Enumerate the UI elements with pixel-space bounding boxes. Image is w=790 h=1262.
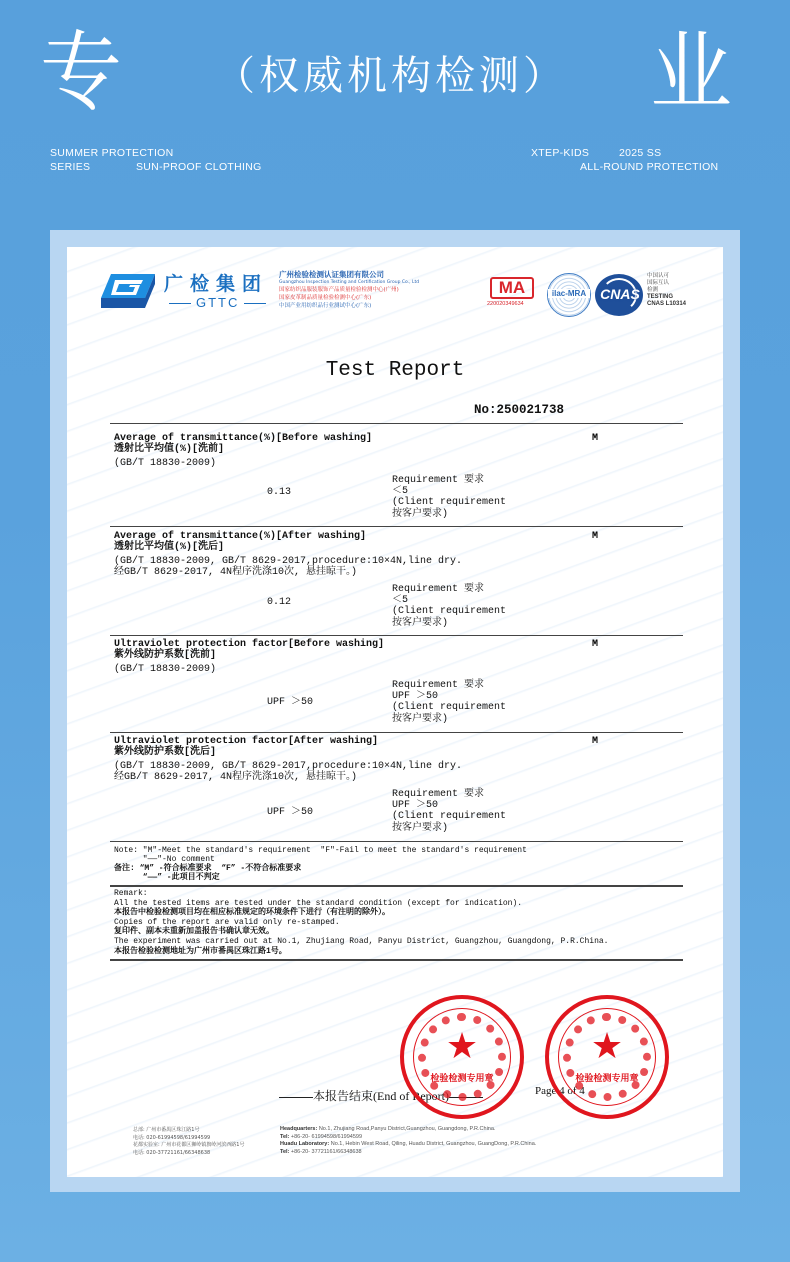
- footer-cn-line-4: 电话: 020-37721161/66348638: [133, 1149, 211, 1156]
- seal-text: 检验检测专用章: [430, 1074, 494, 1084]
- org-line-3: 中国产业用纺织品行业测试中心(广东): [279, 303, 372, 309]
- item-name-cn: 紫外线防护系数[洗后]: [114, 747, 217, 758]
- hero-title: （权威机构检测）: [215, 53, 567, 99]
- official-seal-2: [545, 995, 669, 1119]
- logo-gttc-text: GTTC: [196, 295, 240, 310]
- ilac-label: ilac-MRA: [548, 289, 590, 298]
- org-name-en: Guangzhou Inspection Testing and Certification Group Co., Ltd: [279, 280, 420, 285]
- item-verdict: M: [592, 433, 599, 444]
- tag-summer-protection: SUMMER PROTECTION: [50, 147, 174, 159]
- ilac-mra-logo-icon: [547, 273, 591, 317]
- tag-sun-proof: SUN-PROOF CLOTHING: [136, 161, 262, 173]
- divider: [110, 635, 683, 636]
- testing-cn-2: 国际互认: [647, 280, 670, 286]
- footer-cn-line-1: 总部: 广州市番禺区珠江路1号: [133, 1127, 200, 1133]
- remark-line-1: All the tested items are tested under the standard condition (except for indication).: [114, 898, 523, 908]
- item-standard-1: (GB/T 18830-2009, GB/T 8629-2017,procedure:10×4N,line dry.: [114, 556, 463, 567]
- tag-all-round: ALL-ROUND PROTECTION: [580, 161, 719, 173]
- org-line-1: 国家纺织品服装服饰产品质量检验检测中心(广州): [279, 287, 399, 293]
- remark-line-4: 复印件、副本未重新加盖报告书确认章无效。: [114, 927, 274, 937]
- item-name-en: Average of transmittance(%)[Before washing]: [114, 433, 373, 444]
- item-result: UPF ＞50: [267, 807, 314, 818]
- test-item-2: [114, 531, 684, 578]
- testing-en-2: CNAS L10314: [647, 301, 687, 307]
- hero-right-char: 业: [650, 22, 733, 123]
- item-name-en: Ultraviolet protection factor[After washing]: [114, 736, 379, 747]
- remark-line-2: 本报告中检验检测项目均在相应标准规定的环境条件下进行（有注明的除外）。: [114, 908, 390, 918]
- item-requirement: Requirement 要求 UPF ＞50 (Client requirement 按客户要求): [392, 680, 507, 725]
- footer-cn-line-3: 花都实验室: 广州市花都区狮岭镇旗岭河滨西路1号: [133, 1142, 245, 1148]
- testing-accreditation: [647, 273, 686, 308]
- item-standard: (GB/T 18830-2009): [114, 458, 217, 469]
- tag-brand: XTEP-KIDS: [531, 147, 590, 159]
- item-requirement: Requirement 要求 ＜5 (Client requirement 按客户要求): [392, 475, 507, 520]
- cma-number: 220020349634: [487, 301, 524, 307]
- tag-season: 2025 SS: [619, 147, 662, 159]
- footer-cn: [133, 1127, 244, 1157]
- item-result: 0.12: [267, 597, 292, 608]
- logo-chinese-name: 广检集团: [164, 273, 269, 295]
- star-icon: ★: [590, 1026, 624, 1067]
- cnas-logo-icon: [595, 274, 643, 316]
- cma-mark: [487, 277, 537, 313]
- test-item-3: [114, 639, 684, 675]
- item-verdict: M: [592, 736, 599, 747]
- item-result: 0.13: [267, 487, 292, 498]
- organization-block: [279, 269, 420, 310]
- divider: [110, 885, 683, 887]
- remark-line-6: 本报告检验检测地址为广州市番禺区珠江路1号。: [114, 946, 287, 956]
- tag-series: SERIES: [50, 161, 91, 173]
- hero-left-char: 专: [40, 22, 123, 123]
- footer-en-line-2: Tel: +86-20- 61994598/61994599: [280, 1133, 363, 1140]
- logo-english-name: [164, 295, 271, 310]
- footer-en-line-3: Huadu Laboratory: No.1, Hebin West Road, Qiling, Huadu District, Guangzhou, GuangDong, P.R.China.: [280, 1141, 537, 1147]
- org-name-cn: 广州检验检测认证集团有限公司: [279, 270, 384, 279]
- note-line-1: Note: "M"-Meet the standard's requirement "F"-Fail to meet the standard's requirement: [114, 846, 527, 855]
- report-title: Test Report: [325, 359, 465, 382]
- test-item-4: [114, 736, 684, 783]
- remark-line-5: The experiment was carried out at No.1, Zhujiang Road, Panyu District, Guangzhou, Guangdong, P.R.China.: [114, 936, 609, 946]
- note-line-2: "——"-No comment: [114, 855, 215, 864]
- star-icon: ★: [445, 1026, 479, 1067]
- item-name-cn: 透射比平均值(%)[洗后]: [114, 542, 225, 553]
- item-requirement: Requirement 要求 UPF ＞50 (Client requirement 按客户要求): [392, 789, 507, 834]
- item-name-cn: 透射比平均值(%)[洗前]: [114, 444, 225, 455]
- divider: [110, 841, 683, 842]
- report-number: No:250021738: [474, 403, 565, 417]
- remark-block: [114, 889, 608, 956]
- remark-line-3: Copies of the report are valid only re-stamped.: [114, 917, 340, 927]
- divider: [110, 526, 683, 527]
- official-seal-1: [400, 995, 524, 1119]
- note-line-4: “——” -此项目不判定: [114, 873, 220, 882]
- item-standard: (GB/T 18830-2009): [114, 664, 217, 675]
- hero-banner: [0, 0, 790, 200]
- item-result: UPF ＞50: [267, 697, 314, 708]
- test-item-1: [114, 433, 684, 469]
- item-name-cn: 紫外线防护系数[洗前]: [114, 650, 217, 661]
- divider: [110, 423, 683, 424]
- testing-cn-3: 检测: [647, 287, 659, 293]
- footer-cn-line-2: 电话: 020-61994598/61994599: [133, 1134, 211, 1141]
- remark-title: Remark:: [114, 889, 148, 898]
- testing-cn-1: 中国认可: [647, 273, 670, 279]
- test-report-page: [67, 247, 723, 1177]
- item-standard-1: (GB/T 18830-2009, GB/T 8629-2017,procedure:10×4N,line dry.: [114, 761, 463, 772]
- seal-text: 检验检测专用章: [575, 1074, 639, 1084]
- item-standard-2: 经GB/T 8629-2017, 4N程序洗涤10次, 悬挂晾干。): [114, 567, 358, 578]
- item-name-en: Ultraviolet protection factor[Before washing]: [114, 639, 385, 650]
- footer-en: [280, 1126, 536, 1156]
- item-standard-2: 经GB/T 8629-2017, 4N程序洗涤10次, 悬挂晾干。): [114, 772, 358, 783]
- item-verdict: M: [592, 639, 599, 650]
- gttc-logo-icon: [99, 272, 157, 310]
- testing-en-1: TESTING: [647, 294, 674, 300]
- note-line-3: 备注: “M” -符合标准要求 “F” -不符合标准要求: [114, 864, 302, 873]
- item-name-en: Average of transmittance(%)[After washing]: [114, 531, 367, 542]
- divider: [110, 959, 683, 961]
- footer-en-line-1: Headquarters: No.1, Zhujiang Road,Panyu District,Guangzhou, Guangdong, P.R.China.: [280, 1126, 496, 1132]
- cnas-label: CNAS: [600, 286, 640, 302]
- item-requirement: Requirement 要求 ＜5 (Client requirement 按客户要求): [392, 584, 507, 629]
- org-line-2: 国家皮革制品质量检验检测中心(广东): [279, 295, 372, 301]
- end-of-report-text: 本报告结束(End of Report): [313, 1089, 449, 1103]
- footer-en-line-4: Tel: +86-20- 37721161/66348638: [280, 1148, 362, 1155]
- item-verdict: M: [592, 531, 599, 542]
- note-block: [114, 846, 527, 882]
- cma-logo-icon: MA: [490, 277, 534, 299]
- divider: [110, 732, 683, 733]
- page-number: Page 4 of 4: [535, 1085, 585, 1097]
